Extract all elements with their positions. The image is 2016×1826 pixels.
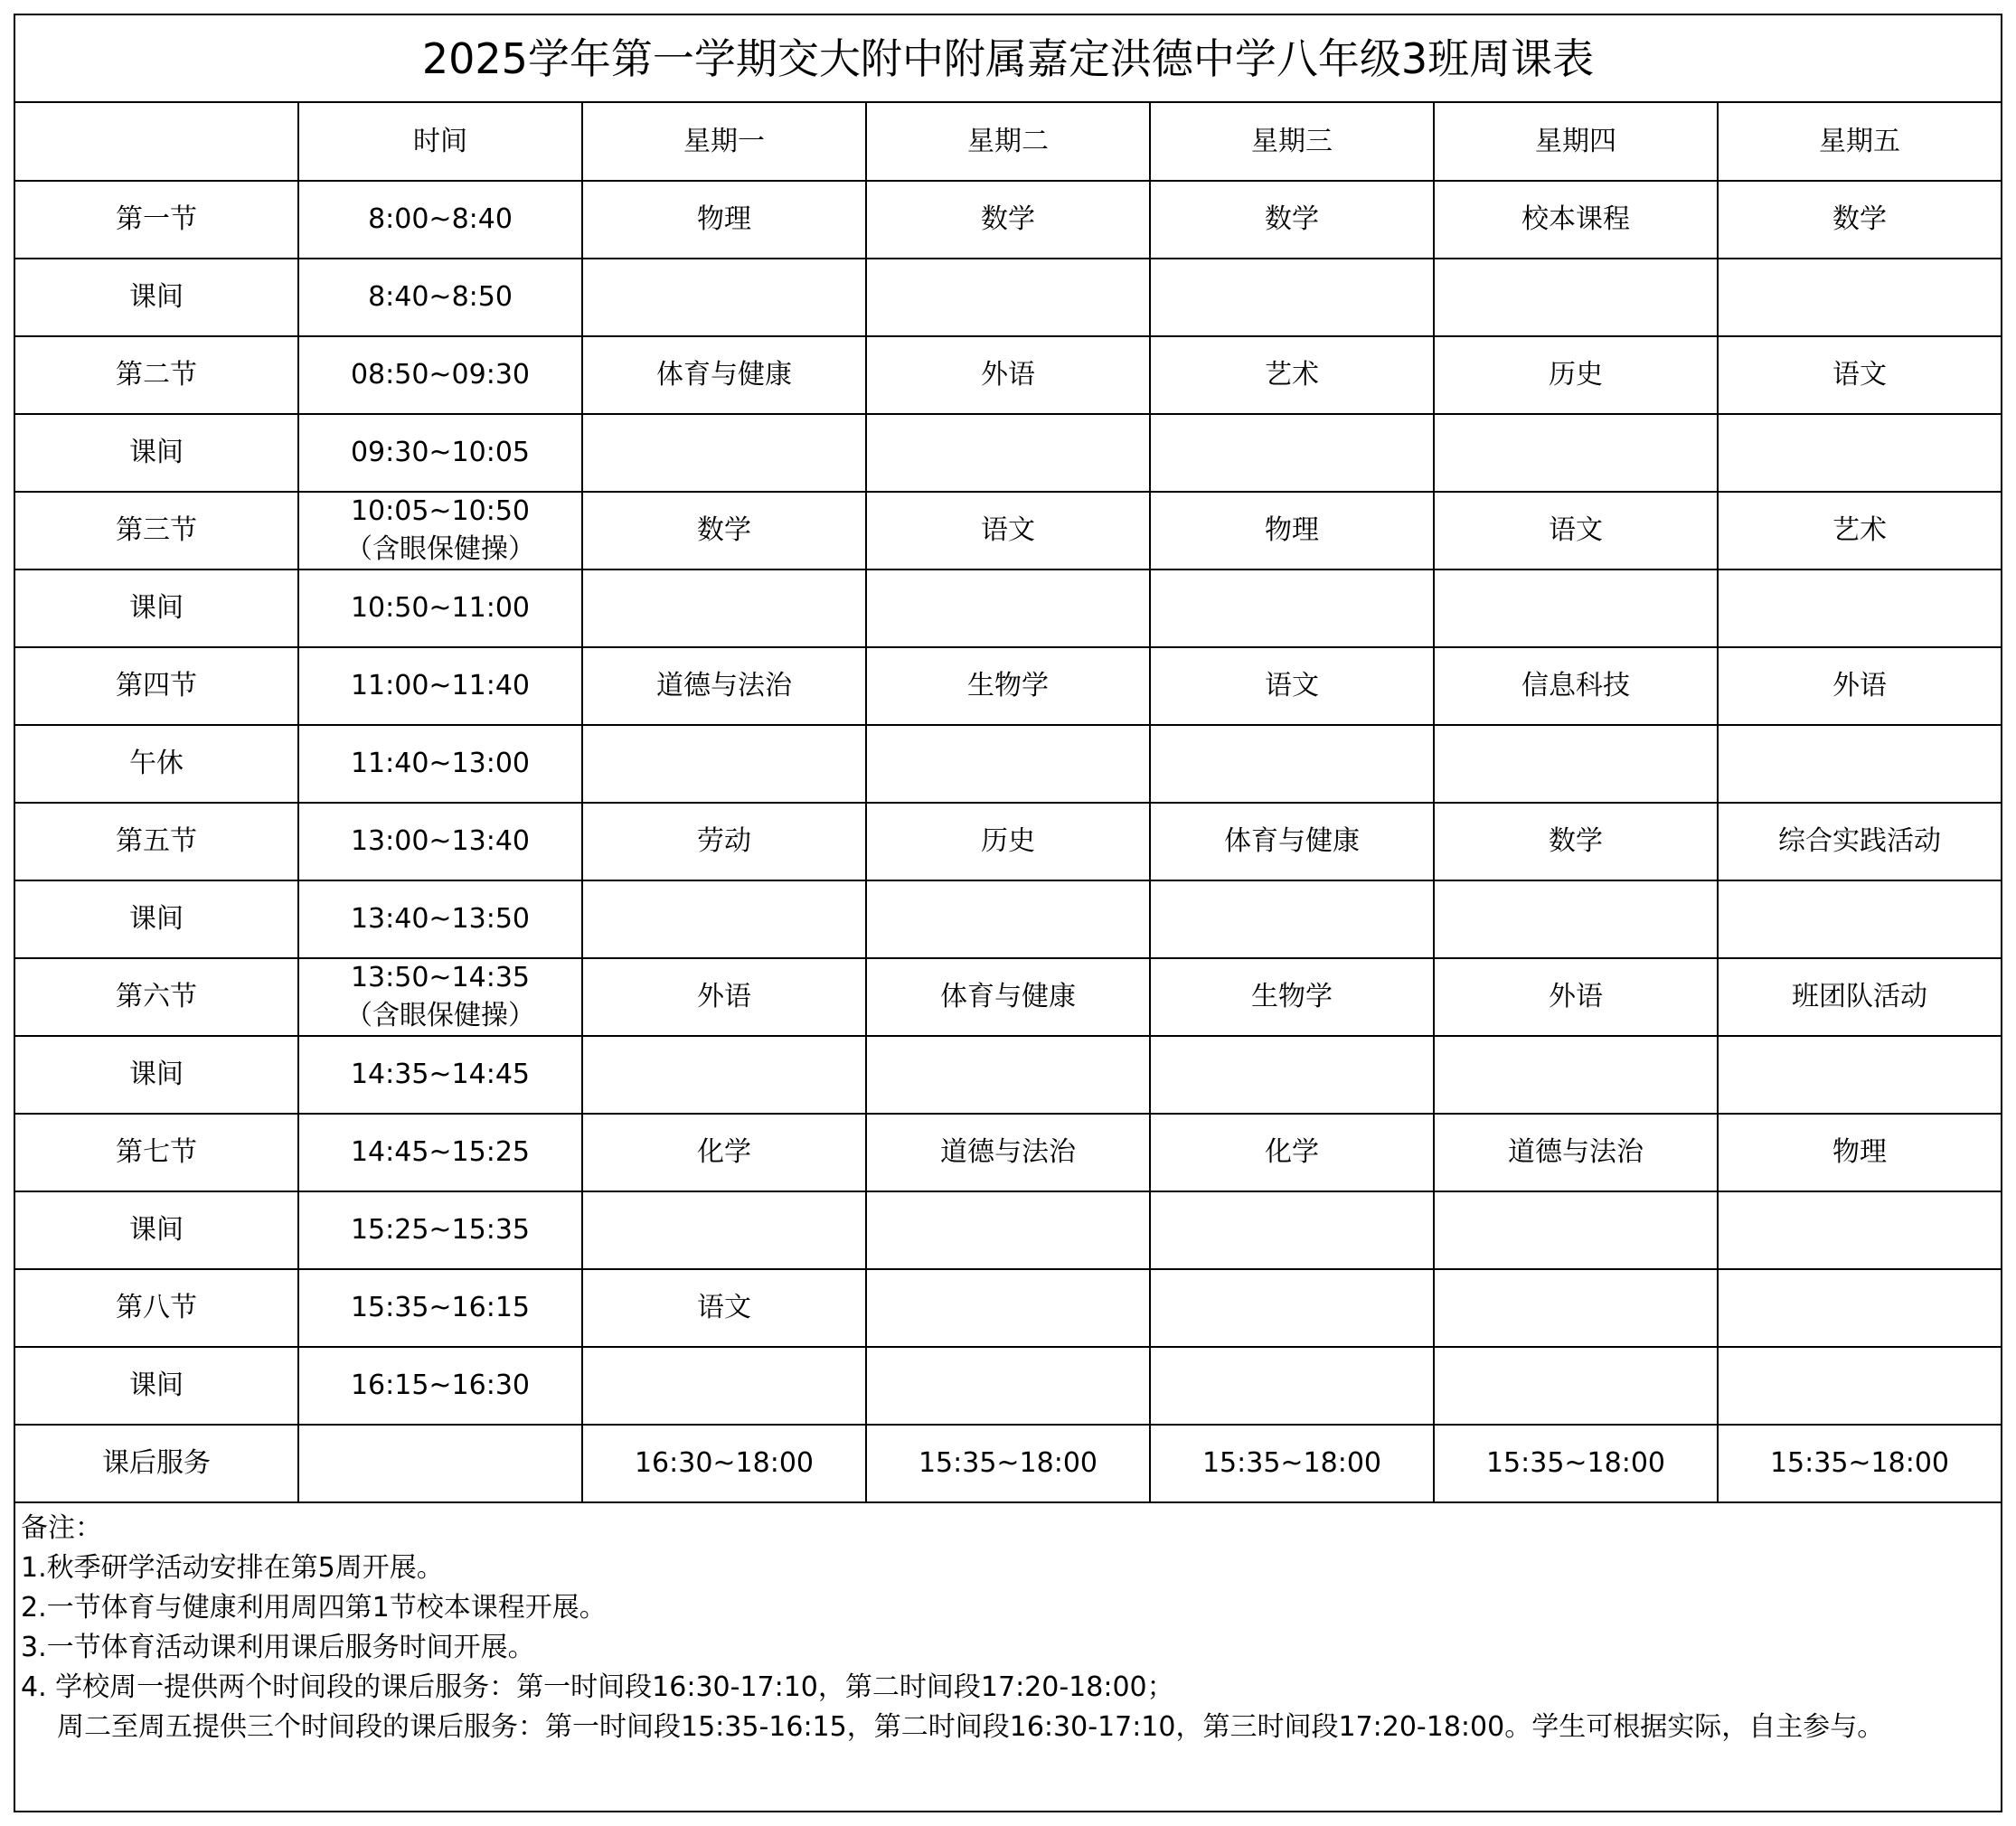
time-cell xyxy=(298,1347,582,1425)
subject-cell-tuesday xyxy=(866,1191,1150,1269)
table-row xyxy=(15,336,2001,414)
period-label: 第二节 xyxy=(15,336,298,414)
subject-cell-friday xyxy=(1718,725,2001,803)
period-label: 第六节 xyxy=(15,958,298,1036)
time-range: 15:25~15:35 xyxy=(350,1214,531,1246)
table-row xyxy=(15,259,2001,336)
subject-cell-thursday xyxy=(1434,725,1718,803)
header-row xyxy=(15,103,2001,181)
subject-cell-wednesday: 体育与健康 xyxy=(1150,803,1434,880)
time-cell xyxy=(298,1269,582,1347)
note-2: 2.一节体育与健康利用周四第1节校本课程开展。 xyxy=(21,1592,607,1624)
subject-cell-monday: 外语 xyxy=(582,958,866,1036)
period-label: 课间 xyxy=(15,1036,298,1114)
period-label: 第七节 xyxy=(15,1114,298,1191)
header-tuesday: 星期二 xyxy=(866,103,1150,181)
time-cell xyxy=(298,647,582,725)
subject-cell-friday xyxy=(1718,1191,2001,1269)
subject-cell-monday xyxy=(582,1191,866,1269)
subject-cell-monday xyxy=(582,259,866,336)
time-range: 09:30~10:05 xyxy=(350,437,531,468)
time-range: 16:15~16:30 xyxy=(350,1370,531,1401)
subject-cell-monday: 道德与法治 xyxy=(582,647,866,725)
subject-cell-tuesday: 语文 xyxy=(866,492,1150,569)
header-wednesday: 星期三 xyxy=(1150,103,1434,181)
subject-cell-thursday: 信息科技 xyxy=(1434,647,1718,725)
header-monday: 星期一 xyxy=(582,103,866,181)
period-label: 课间 xyxy=(15,1191,298,1269)
time-cell xyxy=(298,414,582,492)
table-row xyxy=(15,1114,2001,1191)
subject-cell-wednesday: 物理 xyxy=(1150,492,1434,569)
time-cell xyxy=(298,803,582,880)
time-range: 10:50~11:00 xyxy=(350,592,531,624)
subject-cell-tuesday xyxy=(866,725,1150,803)
time-cell xyxy=(298,1425,582,1502)
subject-cell-tuesday xyxy=(866,1347,1150,1425)
subject-cell-wednesday: 艺术 xyxy=(1150,336,1434,414)
note-4: 4. 学校周一提供两个时间段的课后服务：第一时间段16:30-17:10，第二时间段17:20-18:00； xyxy=(21,1671,1174,1703)
subject-cell-friday xyxy=(1718,1036,2001,1114)
subject-cell-thursday xyxy=(1434,880,1718,958)
period-label: 课后服务 xyxy=(15,1425,298,1502)
period-label: 课间 xyxy=(15,569,298,647)
period-label: 课间 xyxy=(15,414,298,492)
subject-cell-monday: 劳动 xyxy=(582,803,866,880)
subject-cell-monday: 化学 xyxy=(582,1114,866,1191)
subject-cell-friday: 班团队活动 xyxy=(1718,958,2001,1036)
time-note: （含眼保健操） xyxy=(345,1000,535,1031)
table-row xyxy=(15,569,2001,647)
table-row xyxy=(15,1347,2001,1425)
subject-cell-monday xyxy=(582,1347,866,1425)
time-range: 10:05~10:50 xyxy=(350,495,531,527)
subject-cell-friday xyxy=(1718,259,2001,336)
time-range: 13:00~13:40 xyxy=(350,825,531,857)
subject-cell-monday: 物理 xyxy=(582,181,866,259)
table-row xyxy=(15,1269,2001,1347)
time-cell xyxy=(298,1036,582,1114)
time-cell xyxy=(298,1191,582,1269)
notes xyxy=(15,1503,2001,1747)
subject-cell-thursday xyxy=(1434,569,1718,647)
time-cell xyxy=(298,181,582,259)
time-cell xyxy=(298,492,582,569)
subject-cell-tuesday: 体育与健康 xyxy=(866,958,1150,1036)
note-3: 3.一节体育活动课利用课后服务时间开展。 xyxy=(21,1632,535,1663)
subject-cell-wednesday xyxy=(1150,1036,1434,1114)
time-cell xyxy=(298,725,582,803)
subject-cell-tuesday: 生物学 xyxy=(866,647,1150,725)
subject-cell-thursday xyxy=(1434,414,1718,492)
period-label: 第一节 xyxy=(15,181,298,259)
table-row xyxy=(15,1425,2001,1502)
subject-cell-thursday: 数学 xyxy=(1434,803,1718,880)
schedule-table xyxy=(15,103,2001,1503)
time-range: 8:40~8:50 xyxy=(368,281,513,313)
table-row xyxy=(15,880,2001,958)
subject-cell-thursday xyxy=(1434,1347,1718,1425)
subject-cell-tuesday xyxy=(866,414,1150,492)
subject-cell-friday: 数学 xyxy=(1718,181,2001,259)
subject-cell-friday xyxy=(1718,880,2001,958)
subject-cell-friday: 综合实践活动 xyxy=(1718,803,2001,880)
subject-cell-wednesday xyxy=(1150,1191,1434,1269)
subject-cell-monday: 16:30~18:00 xyxy=(582,1425,866,1502)
subject-cell-thursday: 外语 xyxy=(1434,958,1718,1036)
subject-cell-thursday xyxy=(1434,259,1718,336)
subject-cell-tuesday xyxy=(866,259,1150,336)
time-cell xyxy=(298,336,582,414)
subject-cell-monday xyxy=(582,880,866,958)
subject-cell-tuesday: 数学 xyxy=(866,181,1150,259)
subject-cell-thursday xyxy=(1434,1036,1718,1114)
subject-cell-wednesday xyxy=(1150,725,1434,803)
header-thursday: 星期四 xyxy=(1434,103,1718,181)
subject-cell-friday xyxy=(1718,1269,2001,1347)
table-row xyxy=(15,725,2001,803)
subject-cell-wednesday xyxy=(1150,880,1434,958)
subject-cell-monday: 语文 xyxy=(582,1269,866,1347)
time-range: 15:35~16:15 xyxy=(350,1292,531,1323)
page-title: 2025学年第一学期交大附中附属嘉定洪德中学八年级3班周课表 xyxy=(15,15,2001,103)
time-range: 08:50~09:30 xyxy=(350,359,531,391)
subject-cell-thursday: 历史 xyxy=(1434,336,1718,414)
subject-cell-friday xyxy=(1718,569,2001,647)
time-cell xyxy=(298,259,582,336)
table-row xyxy=(15,803,2001,880)
time-range: 8:00~8:40 xyxy=(368,203,513,235)
subject-cell-thursday xyxy=(1434,1269,1718,1347)
timetable-sheet xyxy=(14,14,2002,1812)
subject-cell-friday: 外语 xyxy=(1718,647,2001,725)
note-4-continued: 周二至周五提供三个时间段的课后服务：第一时间段15:35-16:15，第二时间段16:30-17:10，第三时间段17:20-18:00。学生可根据实际，自主参与。 xyxy=(57,1711,1885,1743)
time-range: 14:35~14:45 xyxy=(350,1059,531,1090)
time-note: （含眼保健操） xyxy=(345,533,535,565)
period-label: 第三节 xyxy=(15,492,298,569)
time-range: 11:00~11:40 xyxy=(350,670,531,701)
subject-cell-tuesday: 道德与法治 xyxy=(866,1114,1150,1191)
time-range: 11:40~13:00 xyxy=(350,748,531,779)
schedule-body xyxy=(15,103,2001,1502)
subject-cell-friday xyxy=(1718,1347,2001,1425)
subject-cell-wednesday xyxy=(1150,1347,1434,1425)
subject-cell-wednesday: 生物学 xyxy=(1150,958,1434,1036)
table-row xyxy=(15,958,2001,1036)
period-label: 课间 xyxy=(15,1347,298,1425)
time-range: 13:40~13:50 xyxy=(350,903,531,935)
time-range: 14:45~15:25 xyxy=(350,1136,531,1168)
subject-cell-wednesday xyxy=(1150,569,1434,647)
header-friday: 星期五 xyxy=(1718,103,2001,181)
table-row xyxy=(15,1191,2001,1269)
period-label: 课间 xyxy=(15,880,298,958)
subject-cell-thursday xyxy=(1434,1191,1718,1269)
subject-cell-tuesday: 历史 xyxy=(866,803,1150,880)
subject-cell-thursday: 校本课程 xyxy=(1434,181,1718,259)
time-cell xyxy=(298,880,582,958)
header-corner xyxy=(15,103,298,181)
subject-cell-wednesday: 15:35~18:00 xyxy=(1150,1425,1434,1502)
subject-cell-wednesday xyxy=(1150,259,1434,336)
subject-cell-friday: 15:35~18:00 xyxy=(1718,1425,2001,1502)
subject-cell-monday xyxy=(582,569,866,647)
subject-cell-thursday: 15:35~18:00 xyxy=(1434,1425,1718,1502)
period-label: 第五节 xyxy=(15,803,298,880)
table-row xyxy=(15,492,2001,569)
subject-cell-monday xyxy=(582,414,866,492)
subject-cell-friday: 语文 xyxy=(1718,336,2001,414)
time-cell xyxy=(298,1114,582,1191)
period-label: 午休 xyxy=(15,725,298,803)
subject-cell-friday xyxy=(1718,414,2001,492)
subject-cell-tuesday xyxy=(866,1269,1150,1347)
notes-heading: 备注： xyxy=(21,1512,102,1544)
table-row xyxy=(15,414,2001,492)
subject-cell-wednesday: 数学 xyxy=(1150,181,1434,259)
table-row xyxy=(15,181,2001,259)
subject-cell-tuesday: 15:35~18:00 xyxy=(866,1425,1150,1502)
subject-cell-wednesday xyxy=(1150,1269,1434,1347)
subject-cell-thursday: 语文 xyxy=(1434,492,1718,569)
note-1: 1.秋季研学活动安排在第5周开展。 xyxy=(21,1552,444,1584)
subject-cell-monday: 体育与健康 xyxy=(582,336,866,414)
subject-cell-monday xyxy=(582,1036,866,1114)
subject-cell-monday: 数学 xyxy=(582,492,866,569)
header-time: 时间 xyxy=(298,103,582,181)
subject-cell-tuesday xyxy=(866,880,1150,958)
period-label: 第八节 xyxy=(15,1269,298,1347)
subject-cell-wednesday: 化学 xyxy=(1150,1114,1434,1191)
time-cell xyxy=(298,569,582,647)
subject-cell-tuesday xyxy=(866,569,1150,647)
subject-cell-wednesday: 语文 xyxy=(1150,647,1434,725)
table-row xyxy=(15,1036,2001,1114)
table-row xyxy=(15,647,2001,725)
subject-cell-wednesday xyxy=(1150,414,1434,492)
period-label: 课间 xyxy=(15,259,298,336)
subject-cell-friday: 艺术 xyxy=(1718,492,2001,569)
time-cell xyxy=(298,958,582,1036)
subject-cell-thursday: 道德与法治 xyxy=(1434,1114,1718,1191)
subject-cell-monday xyxy=(582,725,866,803)
period-label: 第四节 xyxy=(15,647,298,725)
subject-cell-tuesday: 外语 xyxy=(866,336,1150,414)
subject-cell-friday: 物理 xyxy=(1718,1114,2001,1191)
subject-cell-tuesday xyxy=(866,1036,1150,1114)
time-range: 13:50~14:35 xyxy=(350,962,531,993)
